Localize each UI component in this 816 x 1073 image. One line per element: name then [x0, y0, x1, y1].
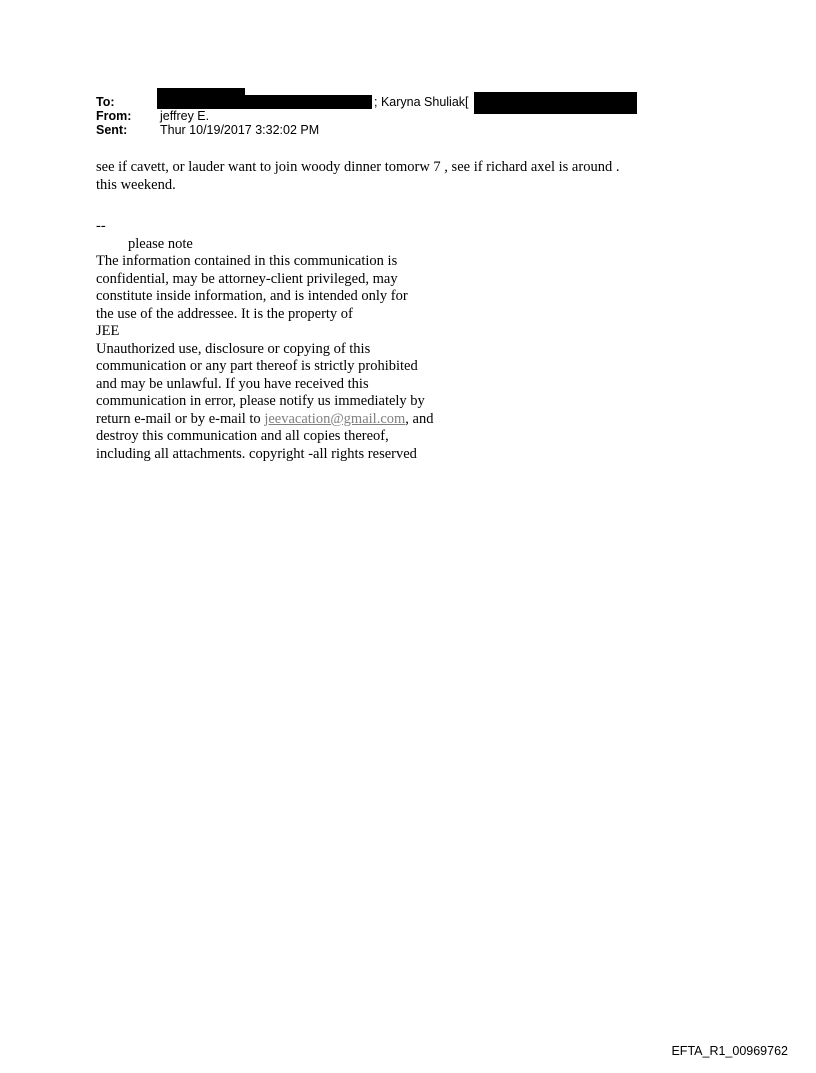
to-value: ; Karyna Shuliak[ — [374, 95, 469, 109]
from-value: jeffrey E. — [160, 109, 210, 123]
redaction-block — [157, 95, 372, 109]
disclaimer-line: Unauthorized use, disclosure or copying of this — [96, 340, 371, 357]
sent-value: Thur 10/19/2017 3:32:02 PM — [160, 123, 320, 137]
disclaimer-line: confidential, may be attorney-client privileged, may — [96, 270, 398, 287]
disclaimer-line: destroy this communication and all copies thereof, — [96, 428, 389, 444]
disclaimer-line: communication or any part thereof is strictly prohibited — [96, 358, 418, 374]
email-link[interactable]: jeevacation@gmail.com — [264, 410, 406, 427]
message-body — [96, 158, 619, 194]
sent-label: Sent: — [96, 123, 128, 137]
signature-separator: -- — [96, 218, 106, 234]
message-line: see if cavett, or lauder want to join woody dinner tomorw 7 , see if richard axel is around . — [96, 159, 620, 175]
from-label: From: — [96, 109, 132, 123]
disclaimer-line: The information contained in this communication is — [96, 253, 398, 269]
disclaimer-line: communication in error, please notify us immediately by — [96, 393, 425, 409]
email-prefix: return e-mail or by e-mail to — [96, 410, 265, 427]
document-id: EFTA_R1_00969762 — [671, 1044, 788, 1058]
redaction-block — [474, 92, 637, 114]
disclaimer-line: the use of the addressee. It is the property of — [96, 305, 353, 322]
disclaimer-line: and may be unlawful. If you have received this — [96, 375, 369, 392]
disclaimer-line-email — [96, 411, 433, 429]
email-suffix: , and — [405, 410, 434, 427]
message-line: this weekend. — [96, 177, 176, 193]
disclaimer-line: constitute inside information, and is intended only for — [96, 288, 408, 304]
disclaimer-line: JEE — [96, 323, 120, 339]
disclaimer-line: including all attachments. copyright -all rights reserved — [96, 445, 417, 462]
please-note: please note — [128, 235, 193, 252]
to-label: To: — [96, 95, 115, 109]
signature-disclaimer — [96, 218, 433, 463]
